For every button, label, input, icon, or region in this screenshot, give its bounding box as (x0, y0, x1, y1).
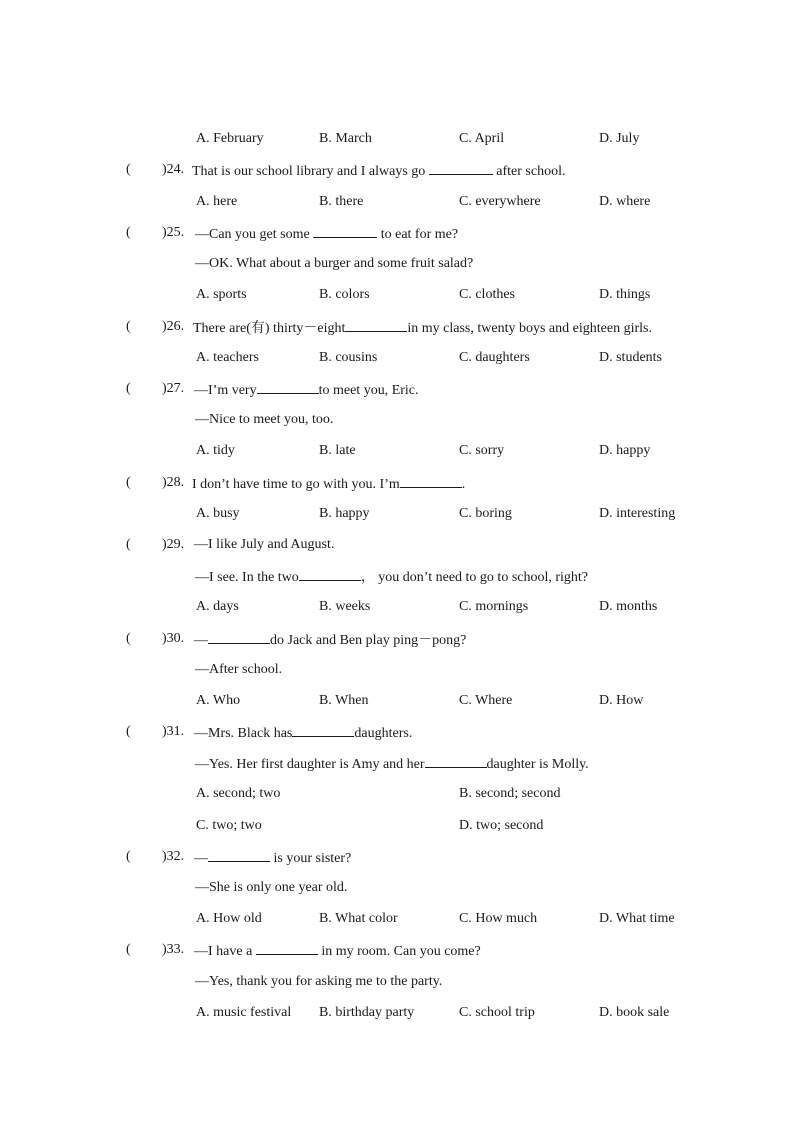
q26-option-b: B. cousins (319, 350, 378, 365)
q28-option-d: D. interesting (599, 506, 676, 521)
q30-option-b: B. When (319, 693, 369, 708)
q23-option-c: C. April (459, 131, 505, 146)
q26-options (0, 348, 794, 368)
q30-answer-paren: ( (126, 631, 131, 646)
q25-option-d: D. things (599, 287, 651, 302)
q33-text (194, 940, 481, 962)
q25-number: )25. (162, 225, 185, 240)
q30-text (194, 629, 466, 651)
q33-option-b: B. birthday party (319, 1005, 415, 1020)
q24-text-after: after school. (496, 164, 566, 179)
q23-option-b: B. March (319, 131, 372, 146)
q27-number: )27. (162, 381, 185, 396)
q28-text-before: I don’t have time to go with you. I’m (192, 477, 400, 492)
q26-text-before: There are(有) thirty－eight (193, 321, 346, 336)
q31-options-row-2 (0, 816, 794, 836)
q32-answer-paren: ( (126, 849, 131, 864)
q25-option-a: A. sports (196, 287, 247, 302)
q27-option-c: C. sorry (459, 443, 505, 458)
q27-answer-paren: ( (126, 381, 131, 396)
q31-number: )31. (162, 724, 185, 739)
q27-option-d: D. happy (599, 443, 651, 458)
q25-reply (0, 254, 794, 274)
q24-text (192, 160, 565, 182)
q26-blank (345, 317, 407, 332)
q31-text (194, 722, 412, 744)
q26-option-c: C. daughters (459, 350, 530, 365)
q31-reply-text (195, 753, 589, 775)
q28-option-b: B. happy (319, 506, 370, 521)
q27-stem (0, 379, 794, 399)
q31-answer-paren: ( (126, 724, 131, 739)
q31-blank (292, 722, 354, 737)
q31-stem (0, 722, 794, 742)
q25-option-c: C. clothes (459, 287, 515, 302)
q33-option-a: A. music festival (196, 1005, 292, 1020)
q33-reply (0, 972, 794, 992)
q24-options (0, 192, 794, 212)
q27-blank (257, 379, 319, 394)
q26-answer-paren: ( (126, 319, 131, 334)
q31-options-row-1 (0, 784, 794, 804)
q30-blank (208, 629, 270, 644)
q23-option-d: D. July (599, 131, 640, 146)
q33-text-before: —I have a (194, 944, 253, 959)
q30-reply (0, 660, 794, 680)
q30-option-c: C. Where (459, 693, 513, 708)
q25-answer-paren: ( (126, 225, 131, 240)
q23-option-a: A. February (196, 131, 264, 146)
q25-options (0, 285, 794, 305)
q32-option-d: D. What time (599, 911, 675, 926)
q29-text: —I like July and August. (194, 537, 335, 552)
q24-number: )24. (162, 162, 185, 177)
q25-text (195, 223, 458, 245)
q32-number: )32. (162, 849, 185, 864)
q29-blank (299, 566, 361, 581)
q29-options (0, 597, 794, 617)
q30-reply-text: —After school. (195, 662, 283, 677)
q24-blank (429, 160, 493, 175)
q25-text-before: —Can you get some (195, 227, 310, 242)
q33-option-c: C. school trip (459, 1005, 535, 1020)
q28-text (192, 473, 465, 495)
q25-option-b: B. colors (319, 287, 370, 302)
q29-reply-after: ， you don’t need to go to school, right? (360, 570, 589, 585)
q32-blank (208, 847, 270, 862)
q33-reply-text: —Yes, thank you for asking me to the party. (195, 974, 443, 989)
q24-option-a: A. here (196, 194, 238, 209)
q26-option-a: A. teachers (196, 350, 259, 365)
q30-number: )30. (162, 631, 185, 646)
q29-reply-text (195, 566, 588, 588)
q31-reply-after: daughter is Molly. (486, 757, 589, 772)
q30-stem (0, 629, 794, 649)
q31-option-d: D. two; second (459, 818, 544, 833)
q27-options (0, 441, 794, 461)
q31-option-b: B. second; second (459, 786, 561, 801)
q28-text-after: . (461, 477, 466, 492)
q28-blank (400, 473, 462, 488)
q27-reply-text: —Nice to meet you, too. (195, 412, 334, 427)
q32-option-a: A. How old (196, 911, 262, 926)
q32-reply (0, 878, 794, 898)
q29-option-c: C. mornings (459, 599, 529, 614)
q33-options (0, 1003, 794, 1023)
q25-blank (313, 223, 377, 238)
q32-option-b: B. What color (319, 911, 398, 926)
q28-option-a: A. busy (196, 506, 240, 521)
q24-text-before: That is our school library and I always go (192, 164, 426, 179)
q28-option-c: C. boring (459, 506, 512, 521)
q32-option-c: C. How much (459, 911, 538, 926)
q29-stem (0, 535, 794, 555)
q29-reply-before: —I see. In the two (195, 570, 299, 585)
q27-text-before: —I’m very (194, 383, 257, 398)
q27-option-a: A. tidy (196, 443, 235, 458)
q29-option-a: A. days (196, 599, 239, 614)
q31-option-c: C. two; two (196, 818, 262, 833)
q27-text (194, 379, 419, 401)
q23-options (0, 129, 794, 149)
q29-option-b: B. weeks (319, 599, 371, 614)
q29-answer-paren: ( (126, 537, 131, 552)
q26-option-d: D. students (599, 350, 662, 365)
q30-options (0, 691, 794, 711)
q27-option-b: B. late (319, 443, 356, 458)
q27-reply (0, 410, 794, 430)
q28-options (0, 504, 794, 524)
q26-number: )26. (162, 319, 185, 334)
q24-option-c: C. everywhere (459, 194, 541, 209)
q30-text-before: — (194, 633, 208, 648)
q32-options (0, 909, 794, 929)
q31-option-a: A. second; two (196, 786, 281, 801)
q31-reply-before: —Yes. Her first daughter is Amy and her (195, 757, 425, 772)
q32-text-after: is your sister? (273, 851, 352, 866)
q29-number: )29. (162, 537, 185, 552)
q28-answer-paren: ( (126, 475, 131, 490)
q27-text-after: to meet you, Eric. (318, 383, 419, 398)
q24-option-b: B. there (319, 194, 364, 209)
q31-text-after: daughters. (354, 726, 413, 741)
q28-number: )28. (162, 475, 185, 490)
q33-answer-paren: ( (126, 942, 131, 957)
q24-stem (0, 160, 794, 180)
q31-blank-2 (425, 753, 487, 768)
q33-number: )33. (162, 942, 185, 957)
q25-reply-text: —OK. What about a burger and some fruit salad? (195, 256, 474, 271)
q25-stem (0, 223, 794, 243)
q29-option-d: D. months (599, 599, 658, 614)
q31-reply (0, 753, 794, 773)
q33-option-d: D. book sale (599, 1005, 670, 1020)
q32-reply-text: —She is only one year old. (195, 880, 348, 895)
q31-text-before: —Mrs. Black has (194, 726, 293, 741)
q29-reply (0, 566, 794, 586)
q26-text-after: in my class, twenty boys and eighteen girls. (407, 321, 652, 336)
q30-text-after: do Jack and Ben play ping－pong? (270, 633, 467, 648)
q32-text (194, 847, 351, 869)
q32-text-before: — (194, 851, 208, 866)
q25-text-after: to eat for me? (380, 227, 459, 242)
q33-blank (256, 940, 318, 955)
q28-stem (0, 473, 794, 493)
q26-text (193, 317, 652, 339)
q26-stem (0, 317, 794, 337)
q30-option-d: D. How (599, 693, 644, 708)
q24-option-d: D. where (599, 194, 651, 209)
q24-answer-paren: ( (126, 162, 131, 177)
q32-stem (0, 847, 794, 867)
q30-option-a: A. Who (196, 693, 241, 708)
q33-text-after: in my room. Can you come? (321, 944, 481, 959)
q33-stem (0, 940, 794, 960)
